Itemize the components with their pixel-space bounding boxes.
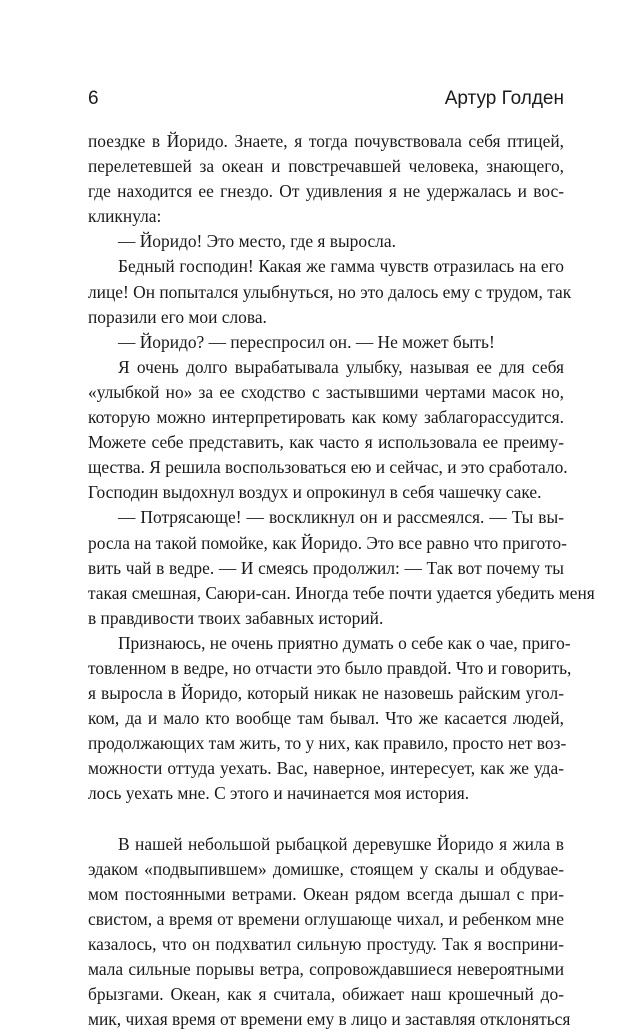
text-line: кликнула: <box>88 206 162 227</box>
body-text <box>88 129 595 1032</box>
text-line: «улыбкой но» за ее сходство с застывшими чертами масок но, <box>88 381 564 402</box>
text-line: я выросла в Йоридо, который никак не назовешь райским угол- <box>88 683 564 704</box>
text-line: — Потрясающе! — воскликнул он и рассмеялся. — Ты вы- <box>118 507 564 528</box>
text-line: такая смешная, Саюри-сан. Иногда тебе почти удается убедить меня <box>88 582 595 603</box>
text-line: В нашей небольшой рыбацкой деревушке Йоридо я жила в <box>118 833 564 854</box>
page-number: 6 <box>88 88 99 109</box>
text-line: Можете себе представить, как часто я использовала ее преиму- <box>88 432 564 453</box>
text-line: можности оттуда уехать. Вас, наверное, интересует, как же уда- <box>88 758 564 779</box>
text-line: где находится ее гнездо. От удивления я не удержалась и вос- <box>88 181 564 202</box>
text-line: перелетевшей за океан и повстречавшей человека, знающего, <box>88 156 564 177</box>
text-line: которую можно интерпретировать как кому заблагорассудится. <box>88 407 564 428</box>
text-line: поездке в Йоридо. Знаете, я тогда почувствовала себя птицей, <box>88 131 564 151</box>
text-line: щества. Я решила воспользоваться ею и сейчас, и это сработало. <box>88 457 568 478</box>
text-line: — Йоридо? — переспросил он. — Не может быть! <box>118 331 495 352</box>
text-line: Я очень долго вырабатывала улыбку, называя ее для себя <box>118 356 564 377</box>
text-line: мом постоянными ветрами. Океан рядом всегда дышал с при- <box>88 883 564 904</box>
text-line: росла на такой помойке, как Йоридо. Это все равно что пригото- <box>88 532 567 553</box>
text-line: эдаком «подвыпившем» домишке, стоящем у скалы и обдувае- <box>88 858 564 879</box>
text-line: мик, чихая время от времени ему в лицо и заставляя отклоняться <box>88 1009 571 1030</box>
text-line: Бедный господин! Какая же гамма чувств отразилась на его <box>118 256 564 277</box>
text-line: брызгами. Океан, как я считала, обижает наш крошечный до- <box>88 984 564 1005</box>
page-header <box>88 88 564 114</box>
text-line: казалось, что он подхватил сильную простуду. Так я восприни- <box>88 934 564 954</box>
text-line: Господин выдохнул воздух и опрокинул в себя чашечку саке. <box>88 482 542 503</box>
text-line: Признаюсь, не очень приятно думать о себе как о чае, приго- <box>118 632 571 653</box>
text-line: в правдивости твоих забавных историй. <box>88 607 384 628</box>
text-line: лице! Он попытался улыбнуться, но это далось ему с трудом, так <box>88 281 572 302</box>
text-line: ком, да и мало кто вообще там бывал. Что же касается людей, <box>88 708 564 729</box>
section-break <box>88 807 564 832</box>
text-line: поразили его мои слова. <box>88 306 267 327</box>
text-line: — Йоридо! Это место, где я выросла. <box>118 231 396 252</box>
text-line: мала сильные порывы ветра, сопровождавшиеся невероятными <box>88 959 564 980</box>
text-line: свистом, а время от времени оглушающе чихал, и ребенком мне <box>88 908 564 929</box>
text-line: продолжающих там жить, то у них, как правило, просто нет воз- <box>88 733 567 754</box>
text-line: лось уехать мне. С этого и начинается моя история. <box>88 783 470 804</box>
running-title: Артур Голден <box>444 88 564 109</box>
text-line: товленном в ведре, но отчасти это было правдой. Что и говорить, <box>88 657 572 678</box>
text-line: вить чай в ведре. — И смеясь продолжил: — Так вот почему ты <box>88 557 564 578</box>
